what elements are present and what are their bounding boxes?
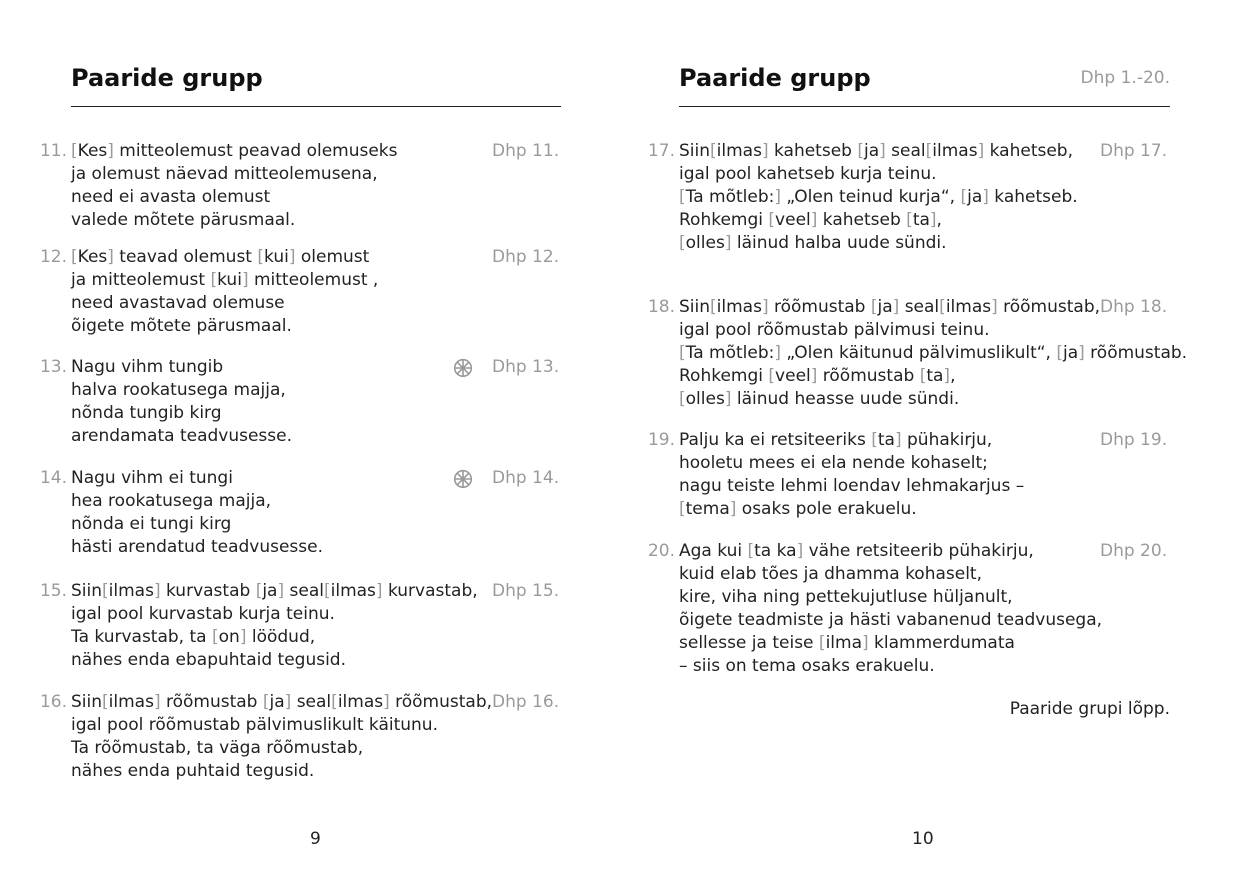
verse-text-segment: ja bbox=[262, 581, 278, 601]
verse-text-segment: osaks pole erakuelu. bbox=[736, 499, 917, 519]
verse-text-segment: Palju ka ei retsiteeriks bbox=[679, 430, 872, 450]
editorial-bracket: [ bbox=[102, 581, 109, 601]
verse-text-segment: nähes enda ebapuhtaid tegusid. bbox=[71, 650, 347, 670]
verse-line bbox=[679, 540, 1102, 563]
verse-text-segment: seal bbox=[291, 692, 332, 712]
verse-text-segment: ja bbox=[877, 297, 893, 317]
editorial-bracket: [ bbox=[71, 141, 78, 161]
verse-line bbox=[679, 342, 1187, 365]
editorial-bracket: ] bbox=[153, 692, 161, 712]
verse-line bbox=[679, 563, 1102, 586]
verse-text-segment: Rohkemgi bbox=[679, 366, 769, 386]
verse-text-segment: Aga kui bbox=[679, 541, 748, 561]
title-rule bbox=[679, 106, 1170, 107]
verse-line bbox=[679, 586, 1102, 609]
verse-text-segment: nagu teiste lehmi loendav lehmakarjus – bbox=[679, 476, 1025, 496]
verse-text-segment: tema bbox=[685, 499, 730, 519]
verse-line bbox=[679, 319, 1187, 342]
editorial-bracket: ] bbox=[894, 430, 902, 450]
verse-text-segment: rõõmustab, bbox=[389, 692, 493, 712]
editorial-bracket: ] bbox=[982, 187, 989, 207]
editorial-bracket: [ bbox=[679, 499, 686, 519]
verse-line bbox=[71, 603, 478, 626]
verse-reference: Dhp 20. bbox=[1100, 541, 1168, 561]
editorial-bracket: ] bbox=[862, 633, 869, 653]
verse-text-segment: „Olen käitunud pälvimuslikult“, bbox=[781, 343, 1057, 363]
verse-text-segment: , bbox=[936, 210, 942, 230]
editorial-bracket: [ bbox=[857, 141, 864, 161]
verse-text-segment: igal pool rõõmustab pälvimusi teinu. bbox=[679, 320, 990, 340]
verse-number: 17. bbox=[647, 141, 675, 161]
editorial-bracket: ] bbox=[107, 247, 114, 267]
verse-number: 14. bbox=[39, 468, 67, 488]
verse-text bbox=[71, 580, 478, 672]
editorial-bracket: [ bbox=[211, 627, 219, 647]
editorial-bracket: [ bbox=[257, 247, 265, 267]
verse-line bbox=[71, 649, 478, 672]
verse-text-segment: ilmas bbox=[716, 297, 762, 317]
verse-text-segment: halva rookatusega majja, bbox=[71, 380, 286, 400]
verse-line bbox=[679, 365, 1187, 388]
editorial-bracket: ] bbox=[774, 343, 781, 363]
verse-text-segment: ilmas bbox=[716, 141, 762, 161]
verse-text-segment: Ta rõõmustab, ta väga rõõmustab, bbox=[71, 738, 364, 758]
verse-text-segment: kui bbox=[217, 270, 242, 290]
editorial-bracket: [ bbox=[906, 210, 913, 230]
verse-text-segment: – siis on tema osaks erakuelu. bbox=[679, 656, 935, 676]
editorial-bracket: [ bbox=[870, 297, 878, 317]
verse-number: 11. bbox=[39, 141, 67, 161]
verse-text-segment: ja bbox=[269, 692, 285, 712]
editorial-bracket: [ bbox=[1056, 343, 1063, 363]
verse-text-segment: ilmas bbox=[945, 297, 992, 317]
editorial-bracket: ] bbox=[729, 499, 737, 519]
editorial-bracket: [ bbox=[262, 692, 270, 712]
verse-text-segment: Siin bbox=[71, 581, 103, 601]
verse-line bbox=[71, 490, 323, 513]
verse-text-segment: seal bbox=[899, 297, 940, 317]
verse-reference: Dhp 11. bbox=[492, 141, 560, 161]
editorial-bracket: ] bbox=[774, 187, 781, 207]
editorial-bracket: ] bbox=[107, 141, 114, 161]
verse-text-segment: vähe retsiteerib pühakirju, bbox=[803, 541, 1034, 561]
verse-line bbox=[71, 737, 492, 760]
verse-text-segment: Kes bbox=[77, 141, 108, 161]
verse-text-segment: hooletu mees ei ela nende kohaselt; bbox=[679, 453, 988, 473]
verse-text-segment: nõnda ei tungi kirg bbox=[71, 514, 232, 534]
editorial-bracket: ] bbox=[277, 581, 285, 601]
editorial-bracket: ] bbox=[153, 581, 161, 601]
editorial-bracket: [ bbox=[710, 297, 717, 317]
header-reference: Dhp 1.-20. bbox=[1080, 68, 1170, 88]
editorial-bracket: [ bbox=[818, 633, 826, 653]
section-end-text: Paaride grupi lõpp. bbox=[1009, 699, 1170, 719]
verse-text-segment: kahetseb. bbox=[988, 187, 1078, 207]
verse-text-segment: hea rookatusega majja, bbox=[71, 491, 272, 511]
dhamma-wheel-icon bbox=[453, 469, 473, 489]
verse-line bbox=[71, 536, 323, 559]
verse-line bbox=[71, 425, 292, 448]
editorial-bracket: ] bbox=[1078, 343, 1085, 363]
verse-line bbox=[71, 315, 378, 338]
verse-line bbox=[679, 655, 1102, 678]
verse-text-segment: Siin bbox=[679, 297, 711, 317]
verse-text bbox=[71, 356, 292, 448]
verse-text-segment: ta bbox=[877, 430, 895, 450]
verse-line bbox=[71, 714, 492, 737]
verse-number: 18. bbox=[647, 297, 675, 317]
editorial-bracket: [ bbox=[768, 210, 776, 230]
editorial-bracket: [ bbox=[255, 581, 263, 601]
verse-text-segment: ja bbox=[864, 141, 880, 161]
verse-text-segment: Rohkemgi bbox=[679, 210, 769, 230]
verse-text-segment: olles bbox=[685, 389, 725, 409]
verse-text-segment: ilmas bbox=[330, 581, 376, 601]
editorial-bracket: [ bbox=[679, 233, 686, 253]
verse-text-segment: Siin bbox=[71, 692, 103, 712]
verse-text-segment: ilmas bbox=[108, 692, 154, 712]
verse-line bbox=[71, 626, 478, 649]
verse-line bbox=[679, 475, 1024, 498]
verse-line bbox=[71, 580, 478, 603]
verse-text-segment: valede mõtete pärusmaal. bbox=[71, 210, 296, 230]
verse-text-segment: Ta mõtleb: bbox=[685, 187, 775, 207]
right-page bbox=[620, 0, 1241, 875]
editorial-bracket: ] bbox=[810, 366, 818, 386]
verse-text bbox=[71, 140, 398, 232]
verse-line bbox=[71, 246, 378, 269]
verse-reference: Dhp 12. bbox=[492, 247, 560, 267]
verse-line bbox=[71, 269, 378, 292]
verse-line bbox=[71, 402, 292, 425]
verse-text-segment: seal bbox=[885, 141, 926, 161]
verse-line bbox=[679, 609, 1102, 632]
verse-line bbox=[679, 209, 1078, 232]
verse-text-segment: mitteolemust , bbox=[248, 270, 379, 290]
verse-reference: Dhp 16. bbox=[492, 692, 560, 712]
verse-line bbox=[71, 163, 398, 186]
verse-text-segment: rõõmustab. bbox=[1084, 343, 1188, 363]
verse-text-segment: Ta mõtleb: bbox=[685, 343, 775, 363]
verse-text-segment: Siin bbox=[679, 141, 711, 161]
editorial-bracket: ] bbox=[288, 247, 296, 267]
editorial-bracket: ] bbox=[761, 141, 769, 161]
editorial-bracket: [ bbox=[679, 187, 686, 207]
editorial-bracket: ] bbox=[241, 270, 249, 290]
editorial-bracket: [ bbox=[102, 692, 109, 712]
editorial-bracket: [ bbox=[747, 541, 755, 561]
verse-line bbox=[679, 163, 1078, 186]
verse-text-segment: hästi arendatud teadvusesse. bbox=[71, 537, 324, 557]
verse-text-segment: mitteolemust peavad olemuseks bbox=[113, 141, 398, 161]
verse-line bbox=[679, 186, 1078, 209]
verse-text-segment: Ta kurvastab, ta bbox=[71, 627, 212, 647]
verse-text-segment: ta ka bbox=[754, 541, 797, 561]
editorial-bracket: [ bbox=[925, 141, 933, 161]
editorial-bracket: [ bbox=[331, 692, 338, 712]
editorial-bracket: ] bbox=[284, 692, 292, 712]
verse-line bbox=[71, 760, 492, 783]
verse-text-segment: õigete teadmiste ja hästi vabanenud teadvusega, bbox=[679, 610, 1103, 630]
editorial-bracket: ] bbox=[724, 233, 732, 253]
verse-text-segment: ja mitteolemust bbox=[71, 270, 211, 290]
verse-text-segment: ja olemust näevad mitteolemusena, bbox=[71, 164, 378, 184]
editorial-bracket: ] bbox=[991, 297, 998, 317]
editorial-bracket: ] bbox=[383, 692, 390, 712]
verse-text-segment: kui bbox=[264, 247, 289, 267]
verse-text-segment: klammerdumata bbox=[868, 633, 1015, 653]
verse-text-segment: teavad olemust bbox=[113, 247, 258, 267]
verse-text-segment: , bbox=[950, 366, 956, 386]
editorial-bracket: [ bbox=[919, 366, 927, 386]
editorial-bracket: ] bbox=[810, 210, 818, 230]
verse-reference: Dhp 19. bbox=[1100, 430, 1168, 450]
verse-number: 19. bbox=[647, 430, 675, 450]
verse-reference: Dhp 17. bbox=[1100, 141, 1168, 161]
verse-text-segment: läinud halba uude sündi. bbox=[731, 233, 947, 253]
page-title: Paaride grupp bbox=[71, 64, 263, 92]
verse-text-segment: kahetseb bbox=[817, 210, 907, 230]
verse-line bbox=[71, 691, 492, 714]
editorial-bracket: ] bbox=[761, 297, 769, 317]
verse-text-segment: olemust bbox=[295, 247, 370, 267]
verse-text-segment: on bbox=[218, 627, 240, 647]
editorial-bracket: ] bbox=[929, 210, 937, 230]
verse-text-segment: ilmas bbox=[932, 141, 978, 161]
verse-line bbox=[71, 209, 398, 232]
title-rule bbox=[71, 106, 561, 107]
verse-text-segment: ja bbox=[967, 187, 983, 207]
verse-text bbox=[679, 540, 1102, 678]
page-number: 9 bbox=[310, 829, 321, 849]
verse-text-segment: ilmas bbox=[337, 692, 384, 712]
verse-line bbox=[71, 140, 398, 163]
verse-text-segment: läinud heasse uude sündi. bbox=[731, 389, 960, 409]
editorial-bracket: [ bbox=[710, 141, 717, 161]
verse-line bbox=[71, 513, 323, 536]
editorial-bracket: [ bbox=[960, 187, 968, 207]
editorial-bracket: [ bbox=[768, 366, 776, 386]
verse-text-segment: igal pool rõõmustab pälvimuslikult käitunu. bbox=[71, 715, 438, 735]
verse-line bbox=[679, 232, 1078, 255]
verse-text-segment: rõõmustab, bbox=[997, 297, 1101, 317]
verse-line bbox=[71, 292, 378, 315]
page-number: 10 bbox=[912, 829, 934, 849]
dhamma-wheel-icon bbox=[453, 358, 473, 378]
editorial-bracket: ] bbox=[892, 297, 900, 317]
verse-text bbox=[71, 691, 492, 783]
verse-text-segment: olles bbox=[685, 233, 725, 253]
verse-text-segment: kurvastab bbox=[160, 581, 256, 601]
verse-text-segment: pühakirju, bbox=[901, 430, 993, 450]
verse-text-segment: rõõmustab bbox=[160, 692, 263, 712]
verse-text-segment: kahetseb, bbox=[984, 141, 1073, 161]
verse-text-segment: Kes bbox=[77, 247, 108, 267]
verse-text-segment: kire, viha ning pettekujutluse hüljanult, bbox=[679, 587, 1013, 607]
verse-text-segment: „Olen teinud kurja“, bbox=[781, 187, 961, 207]
verse-text-segment: ilmas bbox=[108, 581, 154, 601]
editorial-bracket: ] bbox=[239, 627, 247, 647]
verse-line bbox=[679, 452, 1024, 475]
verse-text-segment: ilma bbox=[825, 633, 862, 653]
editorial-bracket: ] bbox=[943, 366, 951, 386]
verse-text-segment: veel bbox=[775, 210, 811, 230]
verse-reference: Dhp 15. bbox=[492, 581, 560, 601]
verse-text-segment: õigete mõtete pärusmaal. bbox=[71, 316, 292, 336]
verse-line bbox=[679, 632, 1102, 655]
editorial-bracket: [ bbox=[679, 343, 686, 363]
verse-text-segment: igal pool kurvastab kurja teinu. bbox=[71, 604, 335, 624]
verse-text-segment: Nagu vihm tungib bbox=[71, 357, 224, 377]
editorial-bracket: ] bbox=[796, 541, 804, 561]
verse-number: 20. bbox=[647, 541, 675, 561]
verse-line bbox=[71, 467, 323, 490]
verse-text-segment: ta bbox=[912, 210, 930, 230]
verse-text-segment: sellesse ja teise bbox=[679, 633, 819, 653]
verse-number: 13. bbox=[39, 357, 67, 377]
verse-text-segment: need avastavad olemuse bbox=[71, 293, 285, 313]
verse-text-segment: need ei avasta olemust bbox=[71, 187, 271, 207]
verse-line bbox=[679, 140, 1078, 163]
editorial-bracket: ] bbox=[977, 141, 985, 161]
verse-line bbox=[679, 429, 1024, 452]
verse-text-segment: ja bbox=[1063, 343, 1079, 363]
editorial-bracket: [ bbox=[210, 270, 218, 290]
verse-line bbox=[71, 356, 292, 379]
verse-reference: Dhp 14. bbox=[492, 468, 560, 488]
verse-line bbox=[679, 388, 1187, 411]
verse-text bbox=[71, 246, 378, 338]
verse-text bbox=[71, 467, 323, 559]
page-title: Paaride grupp bbox=[679, 64, 871, 92]
verse-text-segment: Nagu vihm ei tungi bbox=[71, 468, 233, 488]
editorial-bracket: ] bbox=[375, 581, 383, 601]
verse-text-segment: veel bbox=[775, 366, 811, 386]
verse-text-segment: kuid elab tões ja dhamma kohaselt, bbox=[679, 564, 983, 584]
verse-text-segment: igal pool kahetseb kurja teinu. bbox=[679, 164, 937, 184]
verse-text-segment: löödud, bbox=[246, 627, 316, 647]
verse-line bbox=[71, 186, 398, 209]
verse-text-segment: rõõmustab bbox=[768, 297, 871, 317]
editorial-bracket: [ bbox=[939, 297, 946, 317]
verse-line bbox=[71, 379, 292, 402]
verse-text-segment: kurvastab, bbox=[382, 581, 478, 601]
editorial-bracket: [ bbox=[871, 430, 878, 450]
verse-number: 16. bbox=[39, 692, 67, 712]
verse-number: 15. bbox=[39, 581, 67, 601]
verse-reference: Dhp 18. bbox=[1100, 297, 1168, 317]
verse-text-segment: rõõmustab bbox=[817, 366, 920, 386]
verse-text-segment: kahetseb bbox=[768, 141, 858, 161]
verse-text bbox=[679, 429, 1024, 521]
verse-text-segment: seal bbox=[284, 581, 324, 601]
verse-text-segment: nõnda tungib kirg bbox=[71, 403, 222, 423]
editorial-bracket: [ bbox=[71, 247, 78, 267]
editorial-bracket: ] bbox=[879, 141, 886, 161]
verse-text bbox=[679, 140, 1078, 255]
verse-text-segment: arendamata teadvusesse. bbox=[71, 426, 292, 446]
editorial-bracket: ] bbox=[724, 389, 732, 409]
left-page bbox=[0, 0, 620, 875]
verse-number: 12. bbox=[39, 247, 67, 267]
verse-line bbox=[679, 498, 1024, 521]
editorial-bracket: [ bbox=[679, 389, 686, 409]
editorial-bracket: [ bbox=[323, 581, 331, 601]
verse-text-segment: ta bbox=[926, 366, 944, 386]
verse-text-segment: nähes enda puhtaid tegusid. bbox=[71, 761, 315, 781]
verse-reference: Dhp 13. bbox=[492, 357, 560, 377]
